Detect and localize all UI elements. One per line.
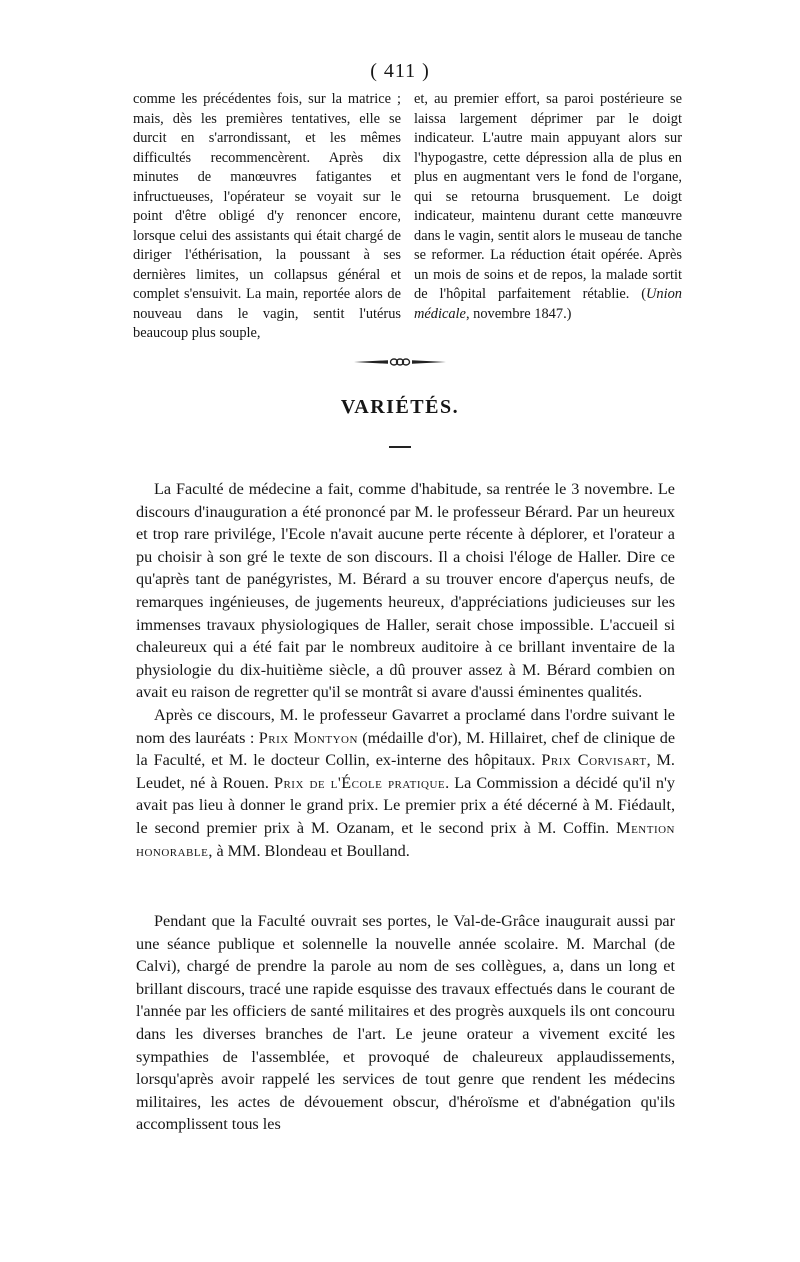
page-number: ( 411 ) xyxy=(370,60,430,82)
laureats-text-5: , à MM. Blondeau et Boulland. xyxy=(208,841,410,860)
prize-corvisart: Prix Corvisart xyxy=(541,751,647,770)
paragraph-faculte xyxy=(136,478,675,862)
laureats-text-4: . La Commission a décidé qu'il n'y avait pas lieu à donner le grand prix. Le premier prix a été décerné à M. Fiédault, le second premier prix à M. Ozanam, et le second prix à M. Coffin. xyxy=(136,773,676,837)
left-column-text: comme les précédentes fois, sur la matrice ; mais, dès les premières tentatives, elle se durcit en s'arrondissant, et les mêmes difficultés recommencèrent. Après dix minutes de manœuvres fatigantes et infructueuses, l'opérateur se voyait sur le point d'être obligé d'y renoncer encore, lorsque celui des assistants qui était chargé de diriger l'éthérisation, la poussant à ses dernières limites, un collapsus général et complet s'ensuivit. La main, reportée alors de nouveau dans le vagin, sentit l'utérus beaucoup plus souple, xyxy=(133,91,401,341)
right-column-body: et, au premier effort, sa paroi postérieure se laissa largement déprimer par le doigt indicateur. L'autre main appuyant alors sur l'hypogastre, cette dépression alla de plus en plus en augmentant vers le fond de l'organe, qui se retourna brusquement. Le doigt indicateur, maintenu durant cette manœuvre dans le vagin, sentit alors le museau de tanche se reformer. La réduction était opérée. Après un mois de soins et de repos, la malade sortit de l'hôpital parfaitement rétablie. ( xyxy=(414,91,682,302)
paragraph-val-de-grace xyxy=(136,910,675,1136)
ornament-divider-icon xyxy=(352,356,448,368)
right-column xyxy=(414,90,682,324)
laureats-text-2: (médaille d'or), M. Hillairet, chef de clinique de la Faculté, et M. le docteur Collin, ex-interne des hôpitaux. xyxy=(136,728,676,770)
left-column xyxy=(133,90,401,344)
mention-honorable: Mention honorable xyxy=(136,818,675,860)
section-title: VARIÉTÉS. xyxy=(340,396,460,418)
paragraph-faculte-text: La Faculté de médecine a fait, comme d'habitude, sa rentrée le 3 novembre. Le discours d'inauguration a été prononcé par M. le professeur Bérard. Par un heureux et trop rare privilége, l'Ecole n'avait aucune perte récente à déplorer, et l'orateur a pu choisir à son gré le texte de son discours. Il a choisi l'éloge de Haller. Dire ce qu'après tant de panégyristes, M. Bérard a su trouver encore d'aperçus neufs, de remarques ingénieuses, de jugements heureux, d'appréciations judicieuses sur les immenses travaux physiologiques de Haller, serait chose impossible. L'accueil si chaleureux qui a été fait par le nombreux auditoire à ce brillant inventaire de la physiologie du dix-huitième siècle, a dû prouver assez à M. Bérard combien on avait eu raison de regretter qu'il se montrât si avare d'aussi éminentes qualités. xyxy=(136,480,675,702)
paragraph-laureats-text xyxy=(136,704,675,862)
laureats-text-3: , M. Leudet, né à Rouen. xyxy=(136,751,675,792)
laureats-text-1: Après ce discours, M. le professeur Gavarret a proclamé dans l'ordre suivant le nom des lauréats : xyxy=(136,705,675,747)
title-dash xyxy=(389,446,411,448)
prize-montyon: Prix Montyon xyxy=(258,728,358,747)
right-column-end: , novembre 1847.) xyxy=(465,305,572,322)
prize-ecole-pratique: Prix de l'École pratique xyxy=(273,773,446,792)
source-citation: Union médicale xyxy=(414,286,682,322)
right-column-text xyxy=(414,90,682,324)
paragraph-val-de-grace-text: Pendant que la Faculté ouvrait ses portes, le Val-de-Grâce inaugurait aussi par une séance publique et solennelle la nouvelle année scolaire. M. Marchal (de Calvi), chargé de prendre la parole au nom de ses collègues, a, dans un long et brillant discours, tracé une rapide esquisse des travaux effectués dans le courant de l'année par les officiers de santé militaires et des progrès auxquels ils ont concouru dans les diverses branches de l'art. Le jeune orateur a vivement excité les sympathies de l'assemblée, et provoqué de chaleureux applaudissements, lorsqu'après avoir rappelé les services de tout genre que rendent les médecins militaires, les actes de dévouement obscur, d'héroïsme et d'abnégation qu'ils accomplissent tous les xyxy=(136,912,675,1134)
